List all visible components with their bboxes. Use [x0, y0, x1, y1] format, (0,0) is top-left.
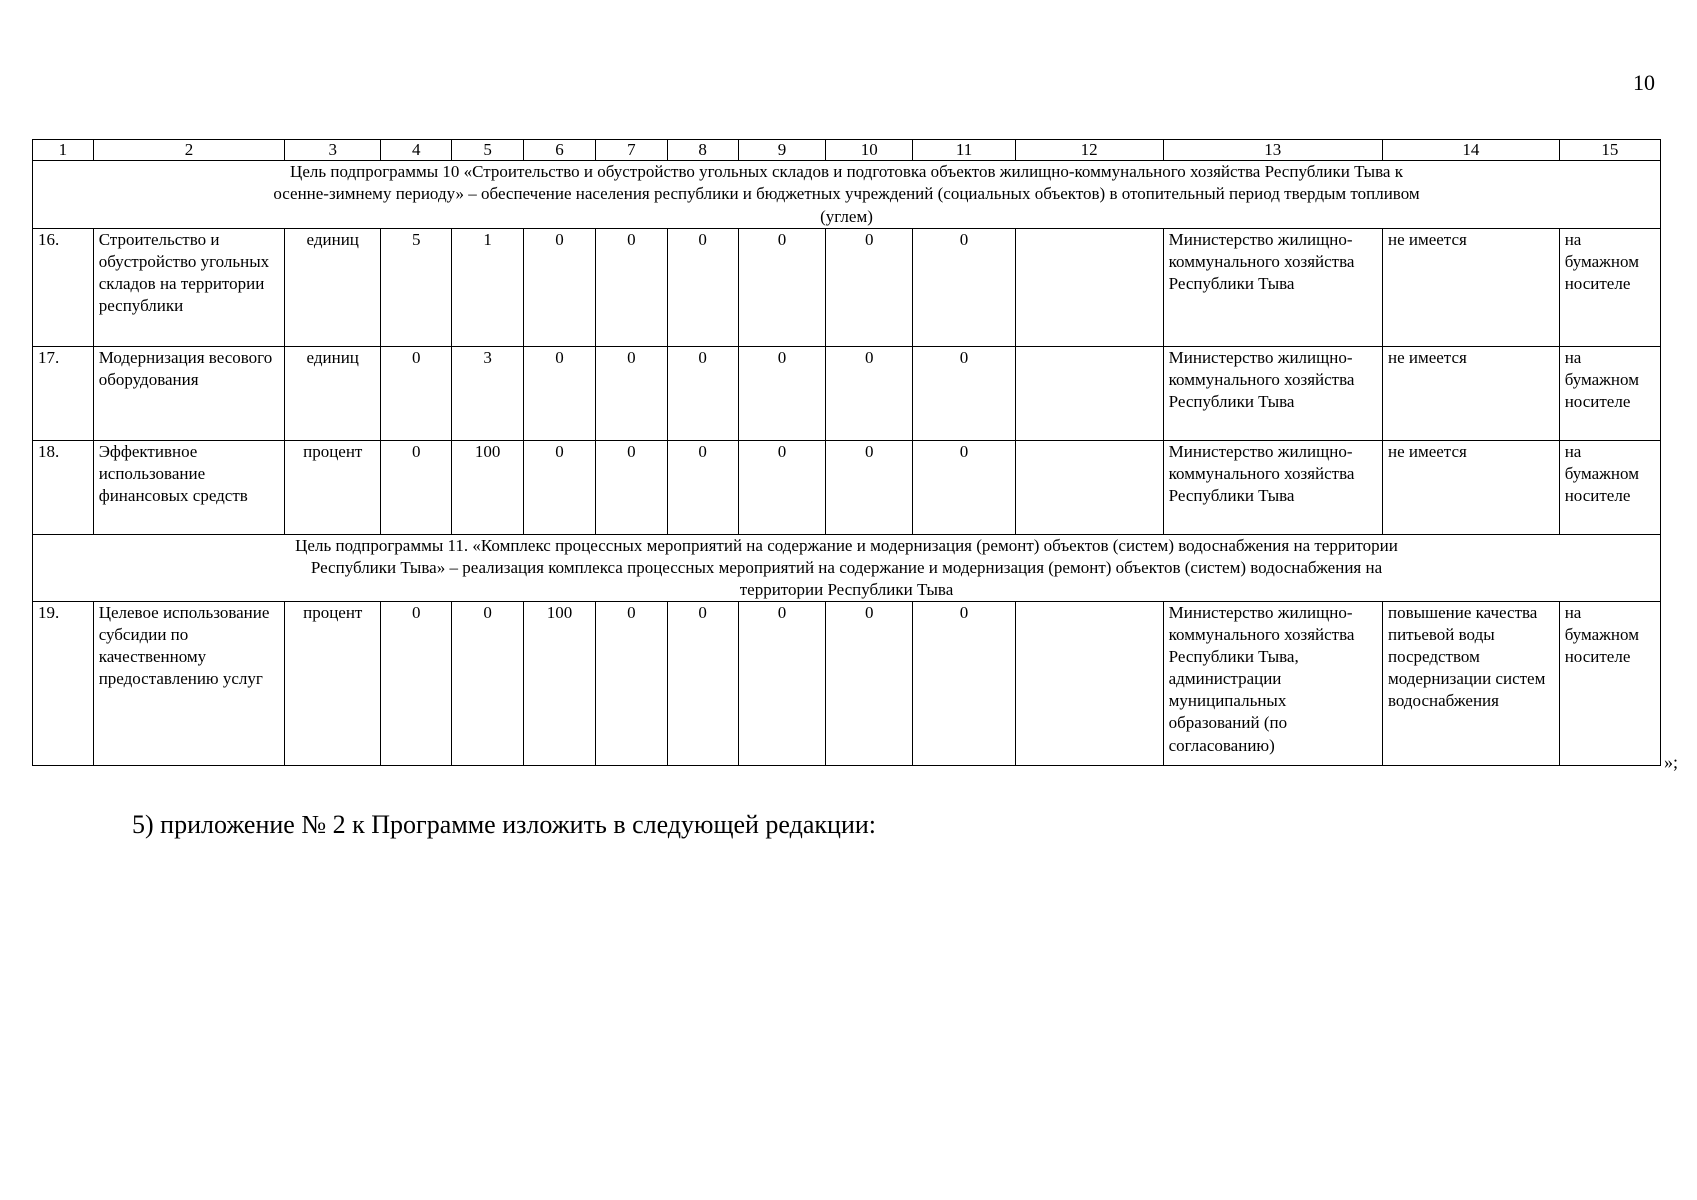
- value-cell: 1: [452, 228, 523, 346]
- goal-10-text: Цель подпрограммы 10 «Строительство и обустройство угольных складов и подготовка объектов жилищно-коммунального хозяйства Республики Тыва к осенне-зимнему периоду» – обеспечение населения республики и бюджетных учреждений (социальных объектов) в отопительный период твердым топливом (углем): [33, 161, 1661, 228]
- unit-cell: единиц: [285, 346, 381, 440]
- column-header: 8: [667, 140, 738, 161]
- table-row: [33, 601, 1661, 765]
- indicator-name: Модернизация весового оборудования: [93, 346, 285, 440]
- value-cell: 0: [913, 440, 1015, 534]
- table-row: [33, 228, 1661, 346]
- column-header: 3: [285, 140, 381, 161]
- responsible-cell: Министерство жилищно-коммунального хозяйства Республики Тыва: [1163, 228, 1382, 346]
- table-row: [33, 346, 1661, 440]
- unit-cell: процент: [285, 601, 381, 765]
- empty-cell: [1015, 228, 1163, 346]
- table-row: [33, 440, 1661, 534]
- value-cell: 3: [452, 346, 523, 440]
- column-header: 12: [1015, 140, 1163, 161]
- value-cell: 0: [596, 228, 667, 346]
- indicator-name: Целевое использование субсидии по качественному предоставлению услуг: [93, 601, 285, 765]
- value-cell: 0: [738, 601, 825, 765]
- value-cell: 0: [667, 346, 738, 440]
- row-number: 19.: [33, 601, 94, 765]
- value-cell: 0: [826, 601, 913, 765]
- indicators-table: [32, 139, 1661, 766]
- column-header: 9: [738, 140, 825, 161]
- amendment-paragraph: 5) приложение № 2 к Программе изложить в следующей редакции:: [132, 810, 876, 839]
- format-cell: на бумажном носителе: [1559, 601, 1660, 765]
- value-cell: 0: [596, 440, 667, 534]
- value-cell: 0: [738, 440, 825, 534]
- value-cell: 0: [826, 346, 913, 440]
- info-cell: не имеется: [1382, 346, 1559, 440]
- empty-cell: [1015, 440, 1163, 534]
- column-header: 11: [913, 140, 1015, 161]
- column-header: 2: [93, 140, 285, 161]
- value-cell: 0: [667, 440, 738, 534]
- column-header: 10: [826, 140, 913, 161]
- indicator-name: Эффективное использование финансовых средств: [93, 440, 285, 534]
- value-cell: 0: [913, 346, 1015, 440]
- unit-cell: единиц: [285, 228, 381, 346]
- column-header: 13: [1163, 140, 1382, 161]
- format-cell: на бумажном носителе: [1559, 228, 1660, 346]
- column-header: 1: [33, 140, 94, 161]
- indicator-name: Строительство и обустройство угольных складов на территории республики: [93, 228, 285, 346]
- value-cell: 0: [381, 346, 452, 440]
- value-cell: 0: [826, 440, 913, 534]
- column-header: 7: [596, 140, 667, 161]
- value-cell: 0: [738, 228, 825, 346]
- value-cell: 0: [667, 601, 738, 765]
- value-cell: 0: [596, 601, 667, 765]
- value-cell: 0: [913, 228, 1015, 346]
- closing-quote: »;: [1664, 752, 1679, 772]
- value-cell: 0: [667, 228, 738, 346]
- responsible-cell: Министерство жилищно-коммунального хозяйства Республики Тыва: [1163, 346, 1382, 440]
- column-header: 5: [452, 140, 523, 161]
- column-number-row: [33, 140, 1661, 161]
- row-number: 17.: [33, 346, 94, 440]
- format-cell: на бумажном носителе: [1559, 440, 1660, 534]
- value-cell: 0: [523, 346, 595, 440]
- value-cell: 0: [523, 228, 595, 346]
- responsible-cell: Министерство жилищно-коммунального хозяйства Республики Тыва, администрации муниципальных образований (по согласованию): [1163, 601, 1382, 765]
- value-cell: 0: [826, 228, 913, 346]
- value-cell: 0: [452, 601, 523, 765]
- info-cell: не имеется: [1382, 440, 1559, 534]
- page-number: 10: [1633, 70, 1655, 95]
- row-number: 16.: [33, 228, 94, 346]
- column-header: 14: [1382, 140, 1559, 161]
- value-cell: 0: [738, 346, 825, 440]
- empty-cell: [1015, 346, 1163, 440]
- value-cell: 0: [523, 440, 595, 534]
- info-cell: не имеется: [1382, 228, 1559, 346]
- empty-cell: [1015, 601, 1163, 765]
- goal-row-11: [33, 534, 1661, 601]
- column-header: 4: [381, 140, 452, 161]
- column-header: 15: [1559, 140, 1660, 161]
- goal-row-10: [33, 161, 1661, 228]
- format-cell: на бумажном носителе: [1559, 346, 1660, 440]
- column-header: 6: [523, 140, 595, 161]
- responsible-cell: Министерство жилищно-коммунального хозяйства Республики Тыва: [1163, 440, 1382, 534]
- row-number: 18.: [33, 440, 94, 534]
- value-cell: 0: [596, 346, 667, 440]
- value-cell: 5: [381, 228, 452, 346]
- info-cell: повышение качества питьевой воды посредством модернизации систем водоснабжения: [1382, 601, 1559, 765]
- value-cell: 0: [913, 601, 1015, 765]
- unit-cell: процент: [285, 440, 381, 534]
- value-cell: 100: [452, 440, 523, 534]
- value-cell: 0: [381, 601, 452, 765]
- goal-11-text: Цель подпрограммы 11. «Комплекс процессных мероприятий на содержание и модернизация (ремонт) объектов (систем) водоснабжения на территории Республики Тыва» – реализация комплекса процессных мероприятий на содержание и модернизация (ремонт) объектов (систем) водоснабжения на территории Республики Тыва: [33, 534, 1661, 601]
- value-cell: 0: [381, 440, 452, 534]
- value-cell: 100: [523, 601, 595, 765]
